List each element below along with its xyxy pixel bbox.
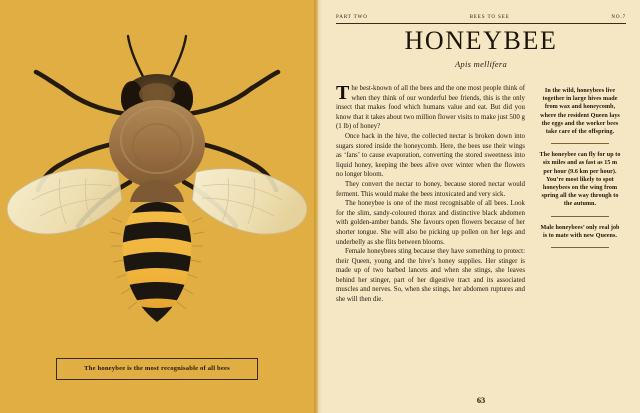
page-number: 63 — [476, 396, 486, 405]
fact-item: In the wild, honeybees live together in large hives made from wax and honeycomb, where the resident Queen lays the eggs and the worker bees take care of the offspring. — [540, 88, 620, 136]
running-head-left: PART TWO — [336, 14, 368, 20]
running-head-right: NO.7 — [611, 14, 626, 20]
running-head-center: BEES TO SEE — [469, 14, 510, 20]
page-title: HONEYBEE — [404, 26, 558, 55]
honeybee-illustration — [0, 14, 314, 344]
fact-divider — [551, 216, 609, 217]
fact-divider — [551, 143, 609, 144]
body-paragraph: Once back in the hive, the collected nectar is broken down into sugars stored inside the honeycomb. Here, the bees use their wings as ‘fans’ to cause evaporation, converting the stored sweetness into liquid honey, keeping the bees alive over winter when the flowers no longer bloom. — [336, 132, 525, 179]
fact-item: The honeybee can fly for up to six miles and as fast as 15 m per hour (9.6 km per hour). You’re most likely to spot honeybees on the wing from spring all the way through to the autumn. — [539, 152, 621, 208]
bee-abdomen — [110, 200, 204, 334]
header-divider — [336, 23, 626, 24]
caption-text: The honeybee is the most recognisable of all bees — [84, 365, 230, 373]
title-block — [336, 28, 626, 69]
illustration-caption — [56, 358, 258, 380]
right-page — [322, 0, 640, 413]
body-paragraph: The honeybee is one of the most recognisable of all bees. Look for the slim, sandy-coloured thorax and distinctive black abdomen with golden-amber bands. She favours open flowers because of her shorter tongue. She will also be picking up pollen on her legs and underbelly as she flits between blooms. — [336, 200, 525, 246]
fact-divider — [551, 247, 609, 248]
left-page — [0, 0, 314, 413]
body-paragraph: The best-known of all the bees and the one most people think of when they think of our wonderful bee friends, this is the only insect that makes food which humans value and eat. But did you know that it takes about two million flower visits to make just 500 g (1 lb) of honey? — [336, 82, 525, 131]
main-text-column — [336, 84, 525, 305]
book-gutter — [314, 0, 322, 413]
body-paragraph: Female honeybees sting because they have something to protect: their Queen, young and the hive’s honey supplies. Her stinger is made up of two barbed lancets and when she stings, she leaves behind her stinger, part of her digestive tract and its associated muscles and nerves. So, when she stings, her abdomen ruptures and she will then die. — [336, 248, 525, 304]
fact-sidebar — [539, 84, 621, 305]
body-paragraph: They convert the nectar to honey, because stored nectar would ferment. This would make the bees intoxicated and very sick. — [336, 180, 525, 198]
body-area — [336, 84, 621, 305]
running-head — [336, 14, 626, 20]
page-subtitle: Apis mellifera — [454, 59, 508, 69]
fact-item: Male honeybees’ only real job is to mate with new Queens. — [540, 224, 620, 239]
